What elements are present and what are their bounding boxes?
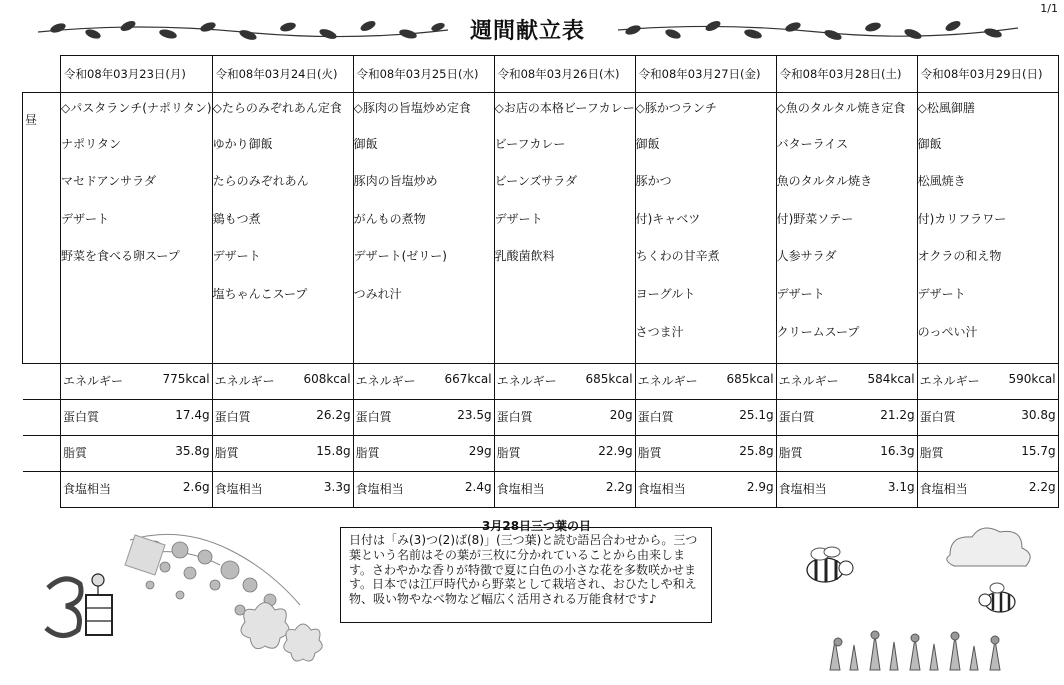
nutrient-cell [917, 400, 1058, 436]
salt-value: 2.2g [1028, 480, 1056, 494]
nutrient-label: 食塩相当 [63, 482, 112, 496]
nutrient-label: 食塩相当 [919, 482, 968, 496]
dish-item: デザート [776, 286, 825, 301]
event-description: 日付は「み(3)つ(2)ば(8)」(三つ葉)と読む語呂合わせから。三つ葉という名前はその葉が三枚に分かれていることから由来します。さわやかな香りが特徴で夏に白色の小さな花を多数咲かせます。日本では江戸時代から野菜として栽培され、おひたしや和え物、吸い物やなべ物など幅広く活用される万能食材です♪ [340, 527, 712, 623]
fat-value: 22.9g [598, 444, 633, 458]
fat-value: 15.8g [316, 444, 351, 458]
dish-item: 豚かつ [635, 174, 672, 189]
energy-value: 685kcal [585, 372, 633, 386]
salt-value: 3.1g [887, 480, 915, 494]
lunch-row [23, 93, 1059, 364]
dish-item: ◇松風御膳 [917, 101, 975, 115]
dish-item: 付)キャベツ [635, 211, 701, 226]
nutrient-label: 蛋白質 [496, 410, 533, 424]
nutrient-label: エネルギー [778, 374, 839, 388]
protein-value: 21.2g [880, 408, 915, 422]
protein-value: 17.4g [175, 408, 210, 422]
fat-value: 16.3g [880, 444, 915, 458]
dish-item: 塩ちゃんこスープ [212, 286, 308, 301]
meal-label-cell [23, 93, 61, 364]
empty-cell [23, 472, 61, 508]
empty-cell [23, 364, 61, 400]
nutrient-label: 脂質 [214, 446, 239, 460]
fat-value: 15.7g [1021, 444, 1056, 458]
nutrient-cell [917, 472, 1058, 508]
dish-item: 付)カリフラワー [917, 211, 1007, 226]
nutrient-label: エネルギー [637, 374, 698, 388]
dish-item: 豚肉の旨塩炒め [353, 174, 438, 189]
corner-cell [23, 56, 61, 93]
weekly-menu-table [22, 55, 1059, 508]
dish-item: ヨーグルト [635, 286, 696, 301]
nutrient-cell [494, 472, 635, 508]
nutrient-cell [353, 400, 494, 436]
protein-value: 20g [609, 408, 633, 422]
dish-item: デザート [917, 286, 966, 301]
dish-item: オクラの和え物 [917, 249, 1002, 264]
energy-value: 775kcal [162, 372, 210, 386]
protein-value: 25.1g [739, 408, 774, 422]
salt-value: 2.9g [746, 480, 774, 494]
dish-item: 松風焼き [917, 174, 966, 189]
nutrient-cell [212, 472, 353, 508]
nutrient-label: 食塩相当 [355, 482, 404, 496]
nutrient-label: 脂質 [355, 446, 380, 460]
fat-value: 35.8g [175, 444, 210, 458]
salt-value: 2.4g [464, 480, 492, 494]
dish-item: ちくわの甘辛煮 [635, 249, 720, 264]
dish-item: 乳酸菌飲料 [494, 249, 555, 264]
page-number: 1/1 [1040, 2, 1058, 15]
dish-item: 付)野菜ソテー [776, 211, 854, 226]
nutrient-label: 蛋白質 [778, 410, 815, 424]
bees-and-flowers-icon [780, 520, 1064, 680]
nutrient-label: エネルギー [214, 374, 275, 388]
energy-value: 584kcal [867, 372, 915, 386]
dish-item: ◇たらのみぞれあん定食 [212, 101, 342, 115]
date-header-row [23, 56, 1059, 93]
date-header: 令和08年03月24日(火) [212, 56, 353, 93]
dish-item: デザート [212, 249, 261, 264]
dish-item: たらのみぞれあん [212, 174, 309, 189]
nutrient-label: 脂質 [496, 446, 521, 460]
protein-row [23, 400, 1059, 436]
salt-value: 2.2g [605, 480, 633, 494]
date-header: 令和08年03月23日(月) [61, 56, 213, 93]
nutrient-label: 蛋白質 [214, 410, 251, 424]
nutrient-cell [353, 472, 494, 508]
nutrient-label: 食塩相当 [778, 482, 827, 496]
nutrient-cell [917, 436, 1058, 472]
dish-cell [61, 93, 213, 364]
dish-item: つみれ汁 [353, 286, 402, 301]
nutrient-cell [61, 436, 213, 472]
dish-item: がんもの煮物 [353, 211, 426, 226]
event-title: 3月28日三つ葉の日 [482, 519, 592, 533]
nutrient-label: 蛋白質 [637, 410, 674, 424]
nutrient-label: 蛋白質 [355, 410, 392, 424]
date-header: 令和08年03月25日(水) [353, 56, 494, 93]
dish-item: デザート(ゼリー) [353, 249, 447, 264]
dish-item: デザート [494, 211, 543, 226]
dish-item: ビーフカレー [494, 136, 566, 151]
dish-item: デザート [61, 211, 110, 226]
nutrient-cell [917, 364, 1058, 400]
dish-item: のっぺい汁 [917, 324, 978, 339]
nutrient-label: 蛋白質 [919, 410, 956, 424]
nutrient-label: 脂質 [637, 446, 662, 460]
energy-value: 590kcal [1008, 372, 1056, 386]
fat-row [23, 436, 1059, 472]
nutrient-cell [61, 472, 213, 508]
dish-item: ゆかり御飯 [212, 136, 273, 151]
nutrient-cell [353, 364, 494, 400]
nutrient-label: 食塩相当 [637, 482, 686, 496]
nutrient-label: エネルギー [496, 374, 557, 388]
nutrient-label: 食塩相当 [214, 482, 263, 496]
dish-item: ◇豚肉の旨塩炒め定食 [353, 101, 471, 115]
dish-item: 人参サラダ [776, 249, 837, 264]
nutrient-cell [635, 400, 776, 436]
dish-item: 鶏もつ煮 [212, 211, 261, 226]
dish-item: ナポリタン [61, 136, 122, 151]
nutrient-cell [494, 400, 635, 436]
dish-item: バターライス [776, 136, 849, 151]
nutrient-cell [494, 436, 635, 472]
nutrient-cell [776, 436, 917, 472]
nutrient-cell [776, 472, 917, 508]
dish-cell [212, 93, 353, 364]
nutrient-cell [353, 436, 494, 472]
nutrient-label: 脂質 [778, 446, 803, 460]
nutrient-label: エネルギー [355, 374, 416, 388]
nutrient-cell [776, 364, 917, 400]
bee-icon [979, 583, 1015, 612]
salt-row [23, 472, 1059, 508]
nutrient-cell [635, 472, 776, 508]
title-bar [0, 6, 1064, 46]
date-header: 令和08年03月27日(金) [635, 56, 776, 93]
date-header: 令和08年03月28日(土) [776, 56, 917, 93]
dish-item: ◇魚のタルタル焼き定食 [776, 101, 906, 115]
nutrient-cell [212, 364, 353, 400]
protein-value: 23.5g [457, 408, 492, 422]
salt-value: 3.3g [323, 480, 351, 494]
nutrient-cell [212, 436, 353, 472]
dish-item: 御飯 [917, 136, 942, 151]
nutrient-cell [494, 364, 635, 400]
salt-value: 2.6g [182, 480, 210, 494]
dish-item: ◇豚かつランチ [635, 101, 717, 115]
dish-item: 御飯 [635, 136, 660, 151]
fat-value: 25.8g [739, 444, 774, 458]
dish-cell [353, 93, 494, 364]
protein-value: 26.2g [316, 408, 351, 422]
dish-item: ◇パスタランチ(ナポリタン) [61, 101, 212, 115]
nutrient-cell [776, 400, 917, 436]
nutrient-label: エネルギー [63, 374, 124, 388]
dish-cell [776, 93, 917, 364]
dish-cell [917, 93, 1058, 364]
nutrient-label: 食塩相当 [496, 482, 545, 496]
nutrient-label: 脂質 [63, 446, 88, 460]
dish-item: クリームスープ [776, 324, 860, 339]
protein-value: 30.8g [1021, 408, 1056, 422]
meal-label: 昼 [25, 113, 38, 127]
date-header: 令和08年03月26日(木) [494, 56, 635, 93]
dish-item: 野菜を食べる卵スープ [61, 249, 180, 264]
date-header: 令和08年03月29日(日) [917, 56, 1058, 93]
energy-value: 685kcal [726, 372, 774, 386]
leaf-vine-left-icon [38, 18, 448, 42]
leaf-vine-right-icon [618, 18, 1018, 42]
nutrient-label: 脂質 [919, 446, 944, 460]
energy-value: 667kcal [444, 372, 492, 386]
dish-item: マセドアンサラダ [61, 174, 157, 189]
nutrient-label: 蛋白質 [63, 410, 100, 424]
dish-item: 御飯 [353, 136, 378, 151]
energy-row [23, 364, 1059, 400]
dish-item: ◇お店の本格ビーフカレー [494, 101, 635, 115]
fat-value: 29g [468, 444, 492, 458]
energy-value: 608kcal [303, 372, 351, 386]
dish-cell [635, 93, 776, 364]
page-title: 週間献立表 [470, 19, 586, 44]
nutrient-cell [61, 400, 213, 436]
dish-item: さつま汁 [635, 324, 684, 339]
empty-cell [23, 400, 61, 436]
dish-cell [494, 93, 635, 364]
nutrient-cell [635, 436, 776, 472]
dish-item: 魚のタルタル焼き [776, 174, 873, 189]
empty-cell [23, 436, 61, 472]
nutrient-cell [61, 364, 213, 400]
month-badge-icon [40, 570, 120, 645]
dish-item: ビーンズサラダ [494, 174, 578, 189]
nutrient-label: エネルギー [919, 374, 980, 388]
bee-icon [807, 547, 853, 582]
nutrient-cell [635, 364, 776, 400]
nutrient-cell [212, 400, 353, 436]
